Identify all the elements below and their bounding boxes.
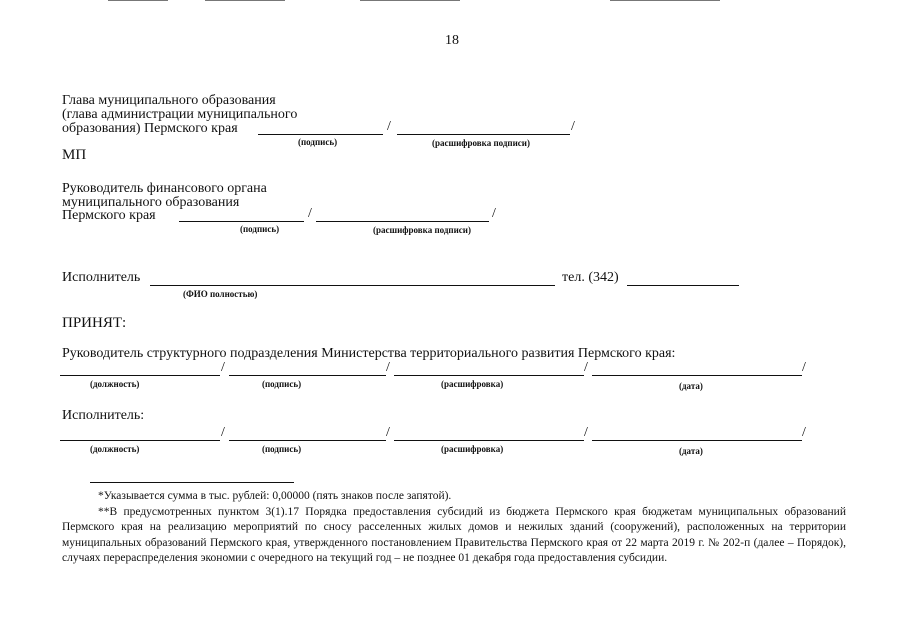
finance-title-line3: Пермского края bbox=[62, 208, 156, 223]
finance-decoding-caption: (расшифровка подписи) bbox=[373, 225, 471, 235]
head-signature-line bbox=[258, 134, 383, 135]
accepted-head-position-line bbox=[60, 375, 220, 376]
head-title-line3: образования) Пермского края bbox=[62, 121, 238, 136]
accepted-executor-date-line bbox=[592, 440, 802, 441]
decoding-caption: (расшифровка) bbox=[441, 379, 504, 389]
slash: / bbox=[584, 360, 588, 375]
slash: / bbox=[386, 360, 390, 375]
accepted-head-signature-line bbox=[229, 375, 386, 376]
footnote-1: *Указывается сумма в тыс. рублей: 0,00000 (пять знаков после запятой). bbox=[98, 490, 452, 502]
top-edge-mark bbox=[108, 0, 168, 1]
stamp-place: МП bbox=[62, 147, 87, 163]
head-decoding-line bbox=[397, 134, 570, 135]
executor-fio-caption: (ФИО полностью) bbox=[183, 289, 258, 299]
head-title-line2: (глава администрации муниципального bbox=[62, 107, 298, 122]
finance-title-line2: муниципального образования bbox=[62, 195, 240, 210]
executor-label: Исполнитель bbox=[62, 270, 141, 285]
accepted-executor-label: Исполнитель: bbox=[62, 408, 145, 423]
footnote-separator bbox=[90, 482, 294, 483]
head-signature-caption: (подпись) bbox=[298, 137, 338, 147]
position-caption: (должность) bbox=[90, 444, 140, 454]
slash: / bbox=[386, 425, 390, 440]
finance-title-line1: Руководитель финансового органа bbox=[62, 181, 267, 196]
executor-phone-line bbox=[627, 285, 739, 286]
slash: / bbox=[308, 206, 312, 221]
accepted-head-decoding-line bbox=[394, 375, 584, 376]
accepted-title: ПРИНЯТ: bbox=[62, 315, 127, 331]
signature-caption: (подпись) bbox=[262, 444, 302, 454]
slash: / bbox=[221, 425, 225, 440]
footnote-2: **В предусмотренных пунктом 3(1).17 Порядка предоставления субсидий из бюджета Пермского края бюджетам муниципальных образований Пермского края на реализацию мероприятий по сносу расселенных жилых домов и нежилых зданий (сооружений), расположенных на территории муниципальных образований Пермского края, утвержденного постановлением Правительства Пермского края от 22 марта 2019 г. № 202-п (далее – Порядок), случаях перераспределения экономии с очередного на текущий год – не позднее 01 декабря года предоставления субсидии. bbox=[62, 505, 846, 564]
accepted-head-label: Руководитель структурного подразделения Министерства территориального развития Пермского края: bbox=[62, 346, 676, 361]
slash: / bbox=[221, 360, 225, 375]
executor-phone-label: тел. (342) bbox=[562, 270, 619, 285]
page-number: 18 bbox=[445, 33, 459, 48]
accepted-executor-decoding-line bbox=[394, 440, 584, 441]
slash: / bbox=[802, 360, 806, 375]
head-title-line1: Глава муниципального образования bbox=[62, 93, 276, 108]
finance-decoding-line bbox=[316, 221, 489, 222]
slash: / bbox=[492, 206, 496, 221]
head-decoding-caption: (расшифровка подписи) bbox=[432, 138, 530, 148]
accepted-executor-position-line bbox=[60, 440, 220, 441]
decoding-caption: (расшифровка) bbox=[441, 444, 504, 454]
finance-signature-line bbox=[179, 221, 304, 222]
slash: / bbox=[571, 119, 575, 134]
accepted-executor-signature-line bbox=[229, 440, 386, 441]
top-edge-mark bbox=[360, 0, 460, 1]
accepted-head-date-line bbox=[592, 375, 802, 376]
date-caption: (дата) bbox=[679, 381, 703, 391]
slash: / bbox=[387, 119, 391, 134]
executor-fio-line bbox=[150, 285, 555, 286]
footnotes bbox=[62, 489, 846, 567]
date-caption: (дата) bbox=[679, 446, 703, 456]
finance-signature-caption: (подпись) bbox=[240, 224, 280, 234]
slash: / bbox=[802, 425, 806, 440]
top-edge-mark bbox=[205, 0, 285, 1]
signature-caption: (подпись) bbox=[262, 379, 302, 389]
top-edge-mark bbox=[610, 0, 720, 1]
position-caption: (должность) bbox=[90, 379, 140, 389]
slash: / bbox=[584, 425, 588, 440]
